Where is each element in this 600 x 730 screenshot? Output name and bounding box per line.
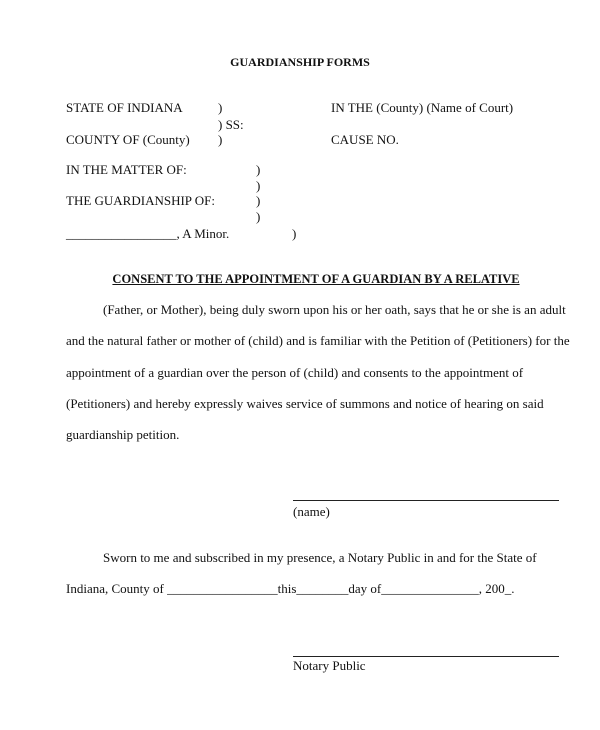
- state-label: STATE OF INDIANA: [66, 100, 183, 115]
- guardianship-label: THE GUARDIANSHIP OF:: [66, 193, 216, 208]
- signature-line: [293, 500, 559, 501]
- document-title: GUARDIANSHIP FORMS: [230, 55, 370, 69]
- paren: ): [256, 162, 261, 177]
- paren: ): [256, 193, 261, 208]
- notary-line: Indiana, County of _________________this________day of_______________, 200_.: [66, 581, 515, 596]
- paren: ): [256, 209, 261, 224]
- cause-number-label: CAUSE NO.: [331, 132, 399, 147]
- body-line: (Father, or Mother), being duly sworn upon his or her oath, says that he or she is an adult: [103, 302, 566, 317]
- matter-label: IN THE MATTER OF:: [66, 162, 187, 177]
- notary-line: Sworn to me and subscribed in my presence, a Notary Public in and for the State of: [103, 550, 537, 565]
- body-line: and the natural father or mother of (child) and is familiar with the Petition of (Petitioners) for the: [66, 333, 570, 348]
- body-line: guardianship petition.: [66, 427, 180, 442]
- notary-signature-line: [293, 656, 559, 657]
- body-line: (Petitioners) and hereby expressly waives service of summons and notice of hearing on said: [66, 396, 544, 411]
- court-label: IN THE (County) (Name of Court): [331, 100, 514, 115]
- paren: ): [256, 178, 261, 193]
- ss-label: ) SS:: [218, 117, 244, 132]
- minor-label: _________________, A Minor.: [66, 226, 230, 241]
- section-heading: CONSENT TO THE APPOINTMENT OF A GUARDIAN BY A RELATIVE: [112, 272, 520, 286]
- county-label: COUNTY OF (County): [66, 132, 190, 147]
- body-line: appointment of a guardian over the person of (child) and consents to the appointment of: [66, 365, 524, 380]
- paren: ): [218, 132, 223, 147]
- signature-label: (name): [293, 504, 330, 519]
- paren: ): [218, 100, 223, 115]
- notary-label: Notary Public: [293, 658, 366, 673]
- paren: ): [292, 226, 297, 241]
